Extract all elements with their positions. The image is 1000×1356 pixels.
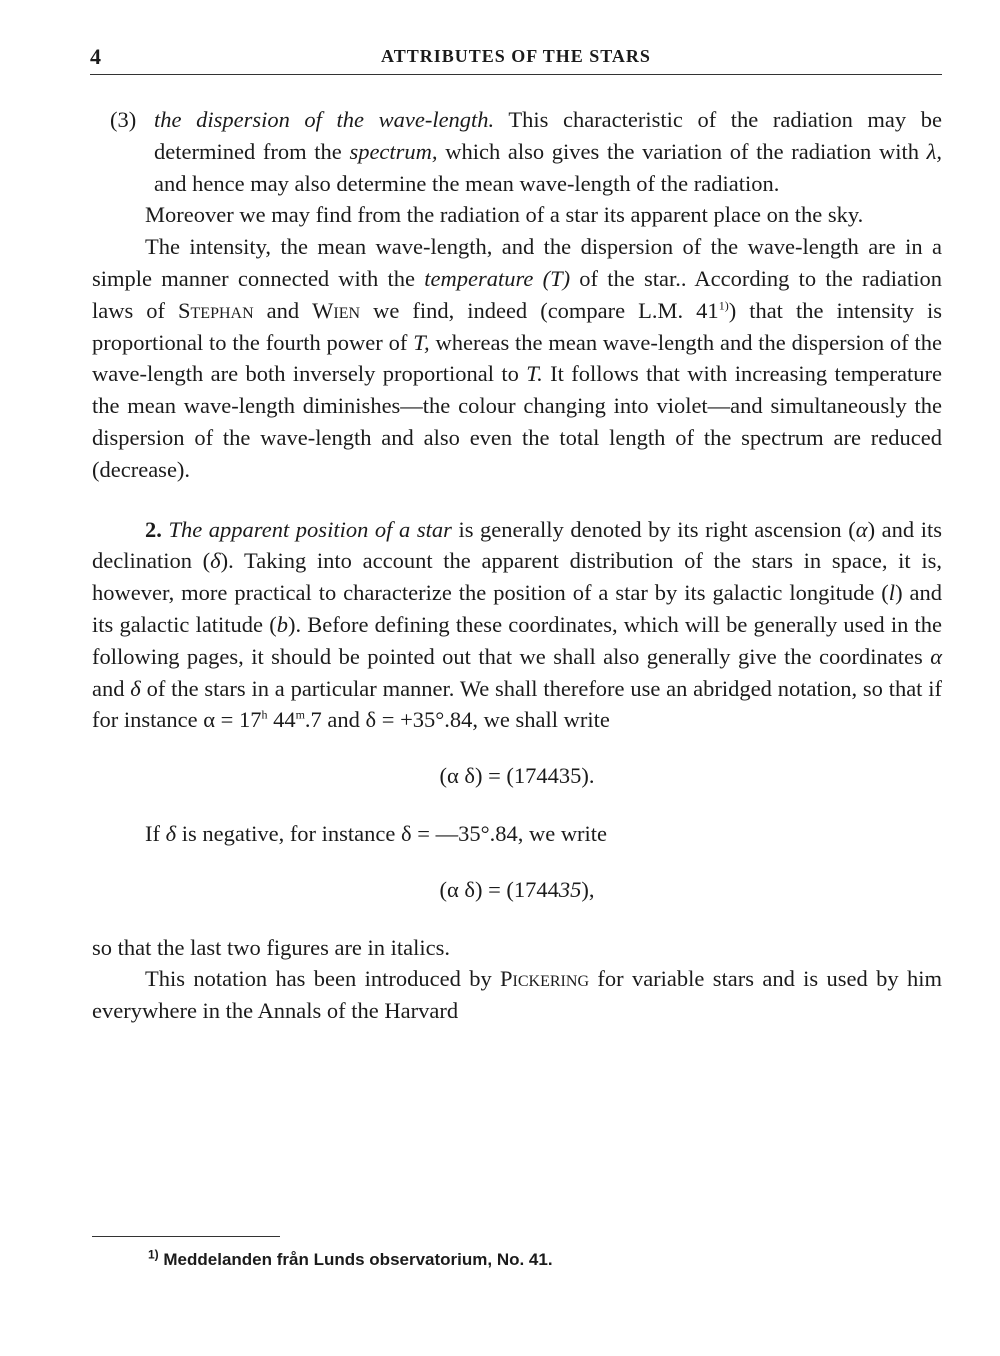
item-number: (3): [110, 107, 137, 132]
section-title: The apparent position of a star: [161, 516, 452, 542]
page-header: [90, 44, 942, 75]
paragraph-italics: so that the last two figures are in italics.: [92, 934, 451, 960]
author-pickering: Pickering: [500, 966, 589, 992]
temperature-term: temperature (T): [424, 265, 571, 291]
section-2-paragraph: 2. The apparent position of a star is generally denoted by its right ascension (α) and its declination (δ). Taking into account the apparent distribution of the stars in space, it is, however, more practical to characterize the position of a star by its galactic longitude (l) and its galactic latitude (b). Before defining these coordinates, which will be generally used in the following pages, it should be pointed out that we shall also generally give the coordinates α and δ of the stars in a particular manner. We shall therefore use an abridged notation, so that if for instance $\alpha = 17^h$ 44$^m$.7 and δ = +35°.84, we shall write: [92, 516, 942, 733]
page-number: 4: [90, 44, 101, 69]
paragraph-intensity: The intensity, the mean wave-length, and the dispersion of the wave-length are in a simple manner connected with the temperature (T) of the star.. According to the radiation laws of Stephan and Wien we find, indeed (compare L.M. 41$^{1)}$) that the intensity is proportional to the fourth power of T, whereas the mean wave-length and the dispersion of the wave-length are both inversely proportional to T. It follows that with increasing temperature the mean wave-length diminishes—the colour changing into violet—and simultaneously the dispersion of the wave-length and also even the total length of the spectrum are reduced (decrease).: [92, 234, 942, 482]
paragraph-moreover: Moreover we may find from the radiation of a star its apparent place on the sky.: [145, 202, 864, 228]
section-gap: [92, 486, 942, 514]
item-title: the dispersion of the wave-length.: [154, 107, 495, 132]
delta-negative-example: δ = —35°.84,: [401, 820, 524, 846]
paragraph-pickering: This notation has been introduced by Pickering for variable stars and is used by him everywhere in the Annals of the Harvard: [92, 966, 942, 1024]
footnote-rule: [92, 1236, 280, 1237]
paragraph-negative: If δ is negative, for instance δ = —35°.84, we write: [145, 820, 608, 846]
delta-example: δ = +35°.84,: [365, 707, 479, 733]
author-stephan: Stephan: [178, 297, 254, 323]
alpha-example: α = 17: [203, 707, 262, 733]
formula-positive: (α δ) = (174435).: [439, 763, 595, 789]
footnote-ref: 1): [718, 298, 729, 313]
section-number: 2.: [145, 516, 162, 542]
body-text: [92, 104, 942, 1027]
lambda-symbol: λ,: [926, 138, 942, 164]
spectrum-term: spectrum,: [349, 138, 438, 164]
running-head: ATTRIBUTES OF THE STARS: [381, 46, 651, 66]
formula-negative: (α δ) = (174435),: [439, 876, 595, 902]
footnote: $^{1)}$ Meddelanden från Lunds observatorium, No. 41.: [148, 1247, 553, 1269]
list-item-3: (3) the dispersion of the wave-length. This characteristic of the radiation may be determined from the spectrum, which also gives the variation of the radiation with λ, and hence may also determine the mean wave-length of the radiation.: [92, 104, 942, 199]
author-wien: Wien: [312, 297, 361, 323]
